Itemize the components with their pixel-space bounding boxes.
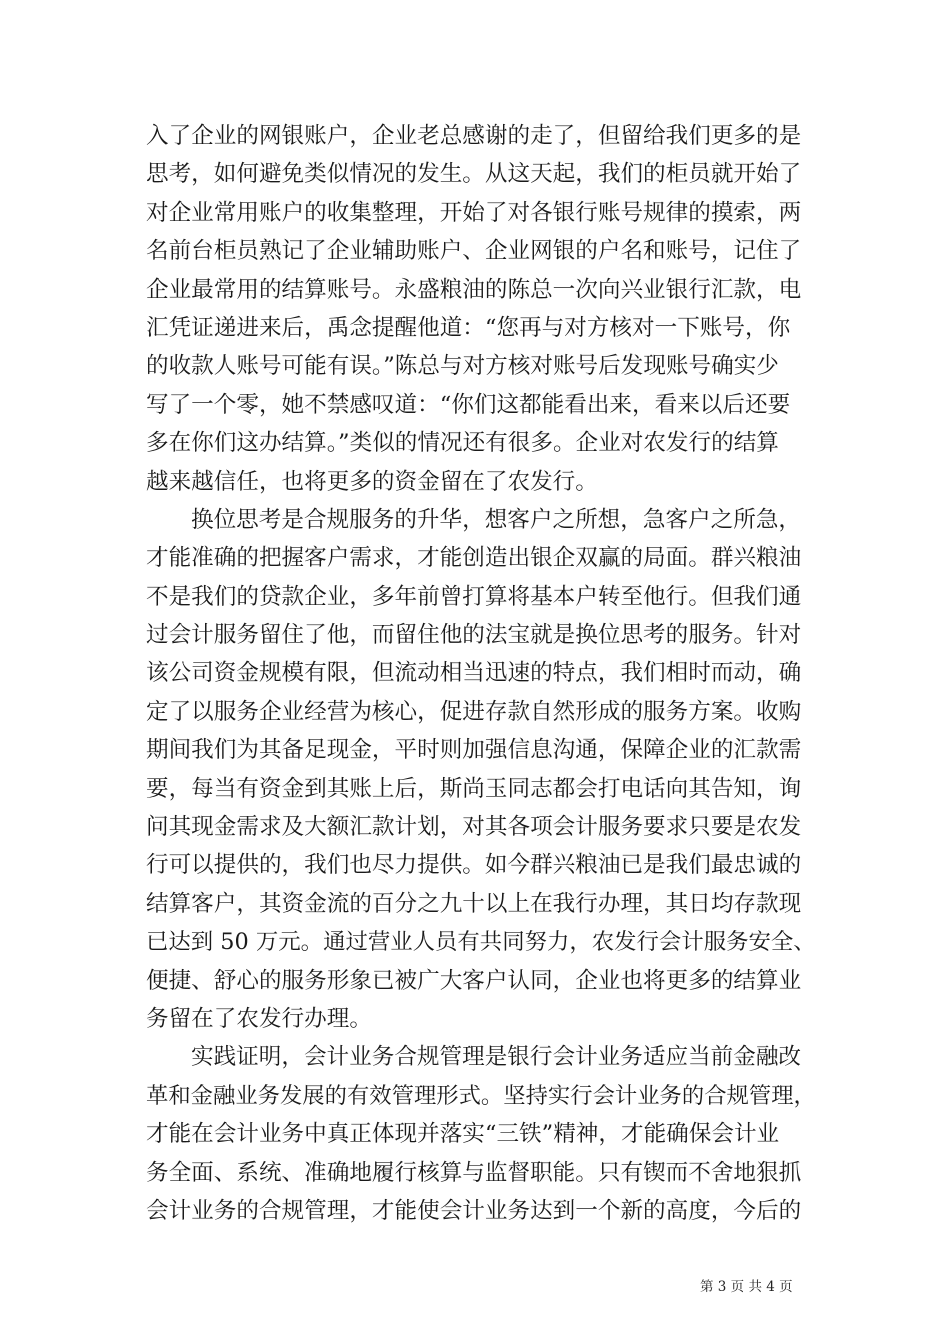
- text-line: 会计业务的合规管理，才能使会计业务达到一个新的高度，今后的: [146, 1197, 802, 1224]
- text-line: 写了一个零，她不禁感叹道：“你们这都能看出来，看来以后还要: [146, 391, 791, 418]
- page-number: 第 3 页 共 4 页: [700, 1279, 793, 1295]
- text-line: 汇凭证递进来后，禹念提醒他道：“您再与对方核对一下账号，你: [146, 314, 791, 341]
- text-line: 入了企业的网银账户，企业老总感谢的走了，但留给我们更多的是: [146, 123, 802, 149]
- text-line: 期间我们为其备足现金，平时则加强信息沟通，保障企业的汇款需: [146, 737, 802, 764]
- text-line: 不是我们的贷款企业，多年前曾打算将基本户转至他行。但我们通: [146, 583, 802, 610]
- text-line: 问其现金需求及大额汇款计划，对其各项会计服务要求只要是农发: [146, 814, 802, 841]
- text-line: 定了以服务企业经营为核心，促进存款自然形成的服务方案。收购: [146, 698, 802, 725]
- text-line: 便捷、舒心的服务形象已被广大客户认同，企业也将更多的结算业: [146, 967, 802, 994]
- text-line: 过会计服务留住了他，而留住他的法宝就是换位思考的服务。针对: [146, 622, 802, 649]
- text-line: 务留在了农发行办理。: [146, 1005, 372, 1032]
- text-line: 该公司资金规模有限，但流动相当迅速的特点，我们相时而动，确: [146, 660, 802, 687]
- text-line: 换位思考是合规服务的升华，想客户之所想，急客户之所急，: [191, 506, 802, 533]
- text-line: 要，每当有资金到其账上后，斯尚玉同志都会打电话向其告知，询: [146, 775, 802, 802]
- text-line: 行可以提供的，我们也尽力提供。如今群兴粮油已是我们最忠诚的: [146, 852, 802, 879]
- document-body: [146, 117, 816, 1230]
- text-line: 结算客户，其资金流的百分之九十以上在我行办理，其日均存款现: [146, 890, 802, 917]
- text-line: 思考，如何避免类似情况的发生。从这天起，我们的柜员就开始了: [146, 161, 802, 188]
- text-line: 革和金融业务发展的有效管理形式。坚持实行会计业务的合规管理，: [146, 1082, 816, 1109]
- text-line: 才能准确的把握客户需求，才能创造出银企双赢的局面。群兴粮油: [146, 545, 802, 572]
- text-line: 企业最常用的结算账号。永盛粮油的陈总一次向兴业银行汇款，电: [146, 276, 802, 303]
- text-line: 实践证明，会计业务合规管理是银行会计业务适应当前金融改: [191, 1044, 802, 1071]
- text-line: 名前台柜员熟记了企业辅助账户、企业网银的户名和账号，记住了: [146, 238, 802, 265]
- text-line: 越来越信任，也将更多的资金留在了农发行。: [146, 468, 598, 495]
- text-line: 务全面、系统、准确地履行核算与监督职能。只有锲而不舍地狠抓: [146, 1159, 802, 1186]
- text-line: 已达到 50 万元。通过营业人员有共同努力，农发行会计服务安全、: [146, 929, 816, 956]
- text-line: 多在你们这办结算。”类似的情况还有很多。企业对农发行的结算: [146, 430, 779, 457]
- text-line: 对企业常用账户的收集整理，开始了对各银行账号规律的摸索，两: [146, 199, 802, 226]
- text-line: 的收款人账号可能有误。”陈总与对方核对账号后发现账号确实少: [146, 353, 779, 380]
- text-line: 才能在会计业务中真正体现并落实“三铁”精神，才能确保会计业: [146, 1121, 780, 1148]
